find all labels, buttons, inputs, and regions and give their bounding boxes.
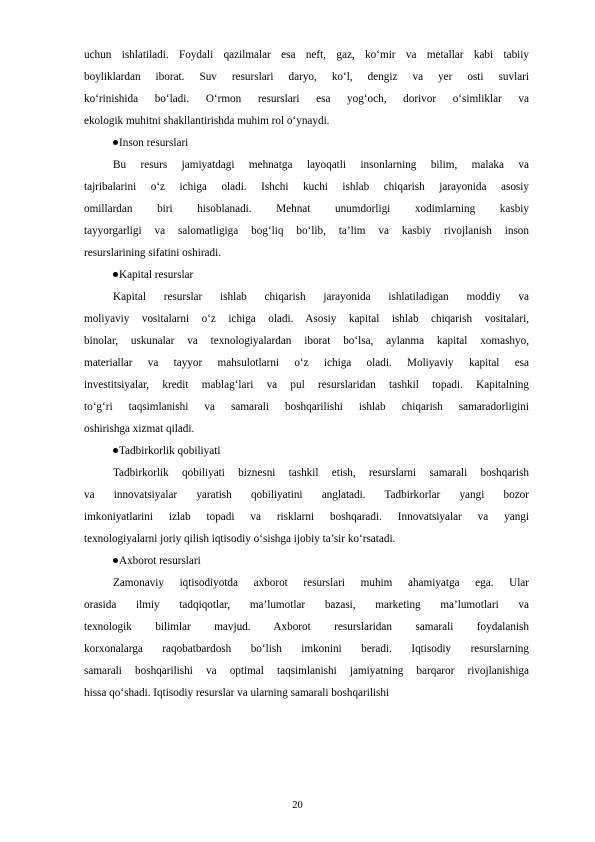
- paragraph-line: binolar, uskunalar va texnologiyalardan iborat bo‘lsa, aylanma kapital xomashyo,: [84, 335, 529, 347]
- paragraph-line: va innovatsiyalar yaratish qobiliyatini anglatadi. Tadbirkorlar yangi bozor: [84, 489, 529, 501]
- paragraph-line: boyliklardan iborat. Suv resurslari daryo, ko‘l, dengiz va yer osti suvlari: [84, 71, 529, 83]
- section-heading-entrepreneurship: [84, 440, 529, 462]
- paragraph-line: samarali boshqarilishi va optimal taqsimlanishi jamiyatning barqaror rivojlanishiga: [84, 665, 529, 677]
- paragraph-line: resurslarining sifatini oshiradi.: [84, 247, 222, 259]
- paragraph-line: omillardan biri hisoblanadi. Mehnat unumdorligi xodimlarning kasbiy: [84, 203, 529, 215]
- paragraph-line: materiallar va tayyor mahsulotlarni o‘z ichiga oladi. Moliyaviy kapital esa: [84, 357, 529, 369]
- paragraph-line: ekologik muhitni shakllantirishda muhim rol o‘ynaydi.: [84, 115, 330, 127]
- paragraph-line: to‘g‘ri taqsimlanishi va samarali boshqarilishi ishlab chiqarish samaradorligini: [84, 401, 529, 413]
- paragraph-human-resources: [84, 154, 529, 264]
- paragraph-line: texnologiyalarni joriy qilish iqtisodiy o‘sishga ijobiy ta’sir ko‘rsatadi.: [84, 533, 396, 545]
- section-heading-text: Axborot resurslari: [119, 555, 201, 567]
- paragraph-line: oshirishga xizmat qiladi.: [84, 423, 195, 435]
- section-heading-capital-resources: [84, 264, 529, 286]
- paragraph-line: texnologik bilimlar mavjud. Axborot resurslaridan samarali foydalanish: [84, 621, 529, 633]
- bullet-icon: [113, 558, 118, 563]
- paragraph-line: korxonalarga raqobatbardosh bo‘lish imkonini beradi. Iqtisodiy resurslarning: [84, 643, 529, 655]
- paragraph-line: uchun ishlatiladi. Foydali qazilmalar esa neft, gaz, ko‘mir va metallar kabi tabiiy: [84, 49, 529, 61]
- paragraph-line: Tadbirkorlik qobiliyati biznesni tashkil etish, resurslarni samarali boshqarish: [113, 467, 529, 479]
- page-number: 20: [292, 800, 303, 811]
- paragraph-line: Bu resurs jamiyatdagi mehnatga layoqatli insonlarning bilim, malaka va: [113, 159, 529, 171]
- section-heading-text: Kapital resurslar: [119, 269, 194, 281]
- paragraph-line: ko‘rinishida bo‘ladi. O‘rmon resurslari esa yog‘och, dorivor o‘simliklar va: [84, 93, 529, 105]
- paragraph-line: Zamonaviy iqtisodiyotda axborot resurslari muhim ahamiyatga ega. Ular: [113, 577, 529, 589]
- paragraph-line: tayyorgarligi va salomatligiga bog‘liq bo‘lib, ta’lim va kasbiy rivojlanish inson: [84, 225, 529, 237]
- paragraph-entrepreneurship: [84, 462, 529, 550]
- paragraph-line: Kapital resurslar ishlab chiqarish jarayonida ishlatiladigan moddiy va: [113, 291, 529, 303]
- section-heading-information-resources: [84, 550, 529, 572]
- paragraph-line: investitsiyalar, kredit mablag‘lari va pul resurslaridan tashkil topadi. Kapitalning: [84, 379, 529, 391]
- paragraph-intro: [84, 44, 529, 132]
- paragraph-capital-resources: [84, 286, 529, 440]
- section-heading-text: Tadbirkorlik qobiliyati: [119, 445, 221, 457]
- bullet-icon: [113, 448, 118, 453]
- paragraph-line: orasida ilmiy tadqiqotlar, ma’lumotlar bazasi, marketing ma’lumotlari va: [84, 599, 529, 611]
- paragraph-information-resources: [84, 572, 529, 704]
- paragraph-line: hissa qo‘shadi. Iqtisodiy resurslar va ularning samarali boshqarilishi: [84, 687, 390, 699]
- paragraph-line: tajribalarini o‘z ichiga oladi. Ishchi kuchi ishlab chiqarish jarayonida asosiy: [84, 181, 529, 193]
- bullet-icon: [113, 272, 118, 277]
- bullet-icon: [113, 140, 118, 145]
- document-page: [84, 0, 529, 704]
- paragraph-line: moliyaviy vositalarni o‘z ichiga oladi. Asosiy kapital ishlab chiqarish vositalari,: [84, 313, 529, 325]
- section-heading-human-resources: [84, 132, 529, 154]
- section-heading-text: Inson resurslari: [119, 137, 189, 149]
- paragraph-line: imkoniyatlarini izlab topadi va risklarni boshqaradi. Innovatsiyalar va yangi: [84, 511, 529, 523]
